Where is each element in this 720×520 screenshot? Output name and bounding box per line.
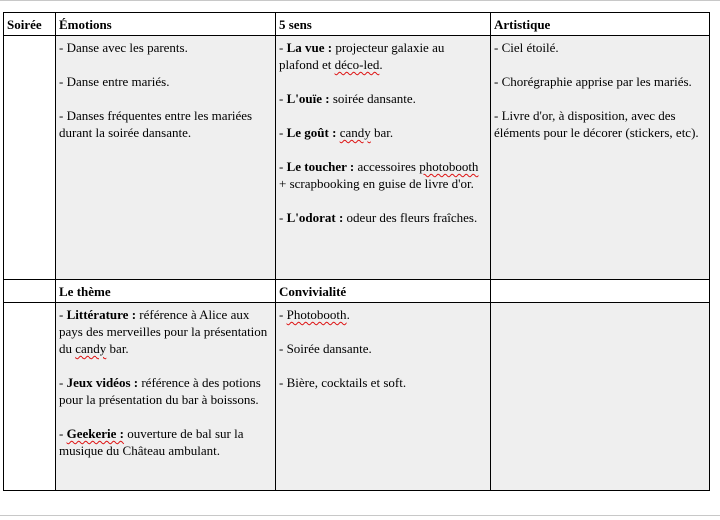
header-artistique[interactable]: Artistique: [491, 13, 710, 36]
side-cell-empty[interactable]: [4, 36, 56, 280]
header-emotions[interactable]: Émotions: [56, 13, 276, 36]
list-item: - Danse avec les parents.: [59, 40, 188, 55]
spellcheck-word: photobooth: [419, 159, 479, 174]
list-item: - La vue : projecteur galaxie au plafond et déco-led.: [279, 40, 445, 72]
spellcheck-word: Photobooth: [286, 307, 347, 322]
header-row-1: [4, 13, 710, 36]
list-item: - Soirée dansante.: [279, 341, 372, 356]
list-item: - L'odorat : odeur des fleurs fraîches.: [279, 210, 478, 225]
list-item: - Livre d'or, à disposition, avec des éléments pour le décorer (stickers, etc).: [494, 108, 699, 140]
row-label-soiree[interactable]: Soirée: [4, 13, 56, 36]
side-cell-empty[interactable]: [4, 280, 56, 303]
side-cell-empty[interactable]: [4, 303, 56, 491]
page-top-rule: [0, 0, 720, 1]
spellcheck-word: déco-led: [334, 57, 380, 72]
spellcheck-word: candy: [75, 341, 107, 356]
list-item: - Chorégraphie apprise par les mariés.: [494, 74, 692, 89]
cell-artistique[interactable]: [491, 36, 710, 280]
list-item: - L'ouïe : soirée dansante.: [279, 91, 416, 106]
content-row-1: [4, 36, 710, 280]
spellcheck-word: candy: [339, 125, 371, 140]
header-le-theme[interactable]: Le thème: [56, 280, 276, 303]
cell-emotions[interactable]: [56, 36, 276, 280]
cell-empty[interactable]: [491, 303, 710, 491]
header-row-2: [4, 280, 710, 303]
list-item: - Danse entre mariés.: [59, 74, 170, 89]
cell-le-theme[interactable]: [56, 303, 276, 491]
page-bottom-rule: [0, 515, 720, 516]
list-item: - Bière, cocktails et soft.: [279, 375, 407, 390]
list-item: - Danses fréquentes entre les mariées durant la soirée dansante.: [59, 108, 253, 140]
list-item: - Littérature : référence à Alice aux pays des merveilles pour la présentation du candy bar.: [59, 307, 268, 356]
header-empty[interactable]: [491, 280, 710, 303]
list-item: - Photobooth.: [279, 307, 350, 322]
header-5-sens[interactable]: 5 sens: [276, 13, 491, 36]
cell-5-sens[interactable]: [276, 36, 491, 280]
list-item: - Jeux vidéos : référence à des potions pour la présentation du bar à boissons.: [59, 375, 261, 407]
list-item: - Geekerie : ouverture de bal sur la musique du Château ambulant.: [59, 426, 244, 458]
planning-table: [3, 12, 710, 491]
cell-convivialite[interactable]: [276, 303, 491, 491]
list-item: - Le toucher : accessoires photobooth + scrapbooking en guise de livre d'or.: [279, 159, 479, 191]
list-item: - Ciel étoilé.: [494, 40, 559, 55]
content-row-2: [4, 303, 710, 491]
list-item: - Le goût : candy bar.: [279, 125, 394, 140]
header-convivialite[interactable]: Convivialité: [276, 280, 491, 303]
